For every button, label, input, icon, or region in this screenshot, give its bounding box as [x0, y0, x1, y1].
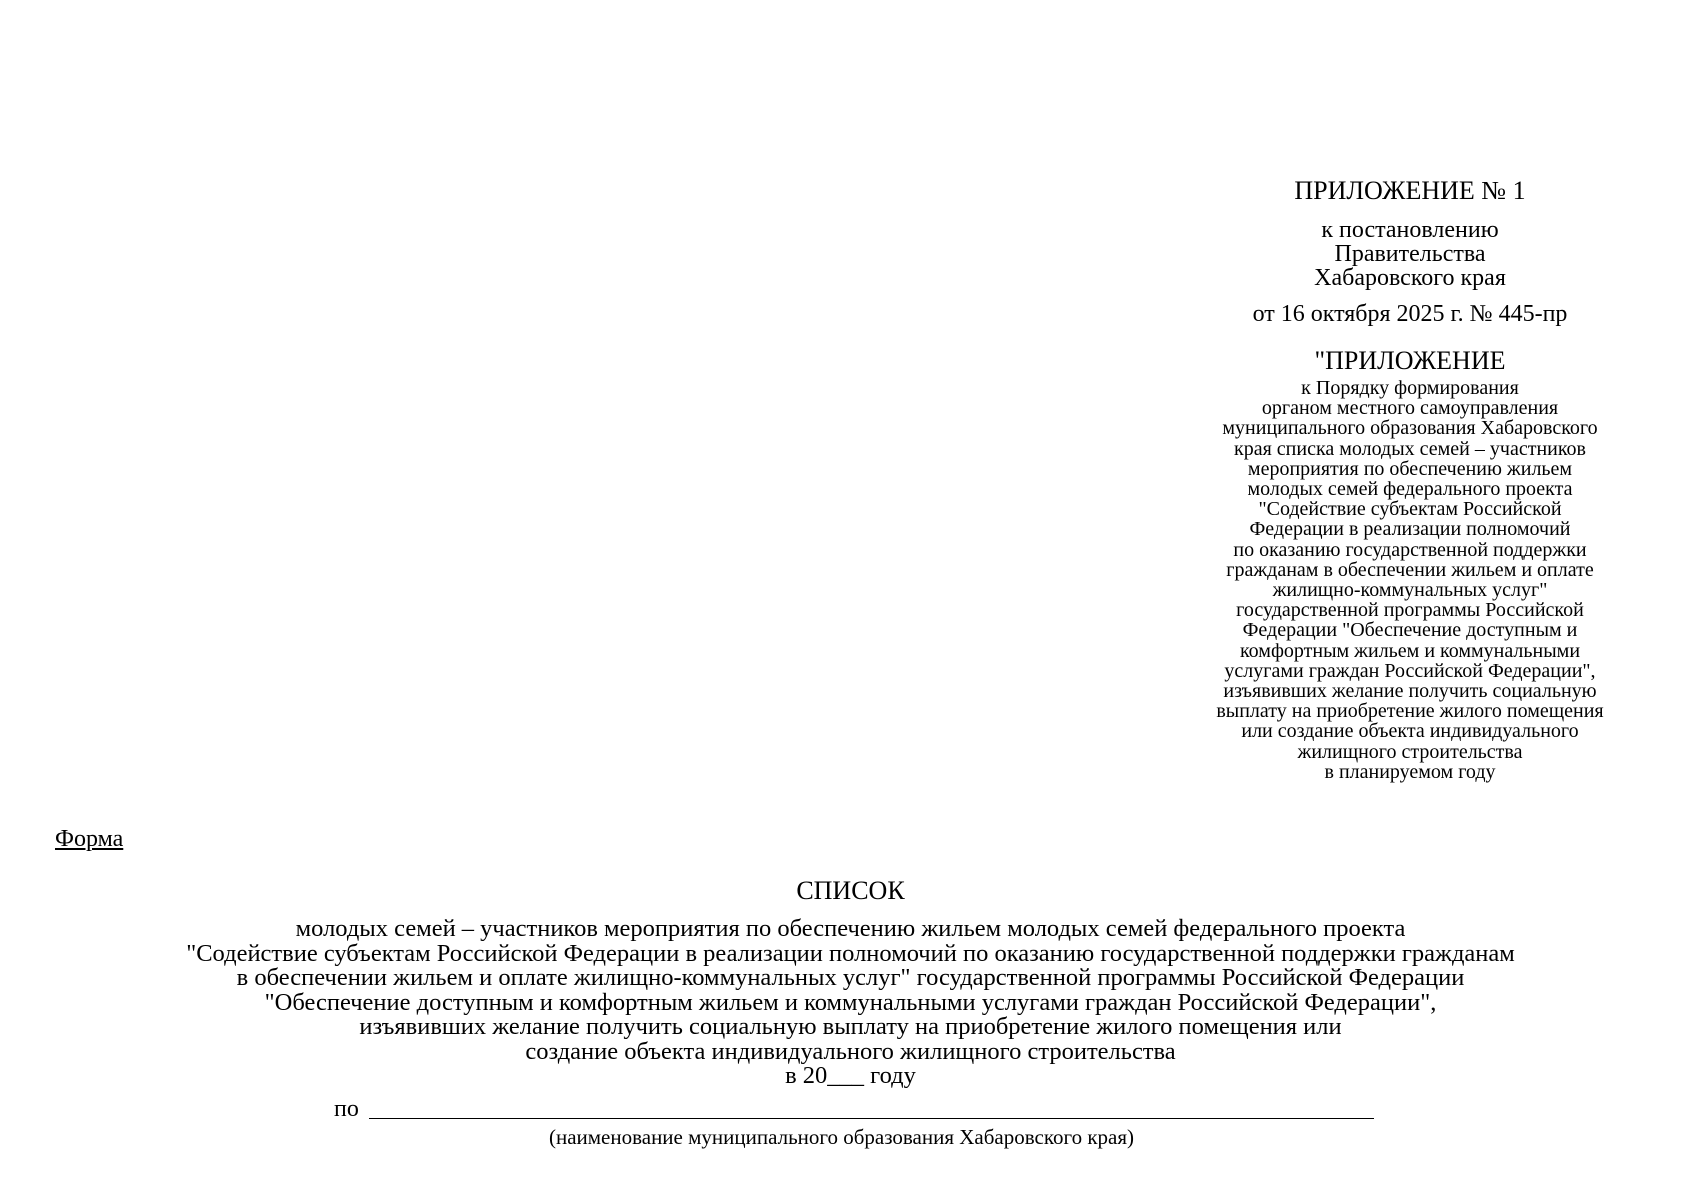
appendix-title: ПРИЛОЖЕНИЕ № 1 — [1294, 176, 1526, 205]
inner-appendix-line: жилищного строительства — [1297, 740, 1523, 763]
list-description-line: "Обеспечение доступным и комфортным жильем и коммунальными услугами граждан Российской Федерации", — [264, 988, 1437, 1016]
inner-appendix-line: государственной программы Российской — [1236, 599, 1584, 622]
inner-appendix-line: мероприятия по обеспечению жильем — [1247, 457, 1573, 480]
list-description — [40, 917, 1661, 1089]
decree-reference — [1150, 218, 1670, 290]
decree-line: Правительства — [1334, 241, 1486, 267]
decree-line: к постановлению — [1321, 217, 1499, 243]
inner-appendix-line: органом местного самоуправления — [1261, 397, 1559, 420]
list-year-line: в 20___ году — [785, 1062, 916, 1089]
inner-appendix-line: "Содействие субъектам Российской — [1258, 498, 1562, 521]
list-description-line: "Содействие субъектам Российской Федерации в реализации полномочий по оказанию государственной поддержки гражданам — [186, 939, 1515, 967]
inner-appendix-line: гражданам в обеспечении жильем и оплате — [1226, 558, 1594, 581]
list-description-line: в обеспечении жильем и оплате жилищно-коммунальных услуг" государственной программы Российской Федерации — [236, 964, 1465, 991]
decree-date: от 16 октября 2025 г. № 445-пр — [1252, 301, 1568, 327]
form-label: Форма — [55, 826, 124, 852]
inner-appendix-title: "ПРИЛОЖЕНИЕ — [1314, 346, 1506, 375]
inner-appendix-line: молодых семей федерального проекта — [1247, 478, 1573, 501]
list-description-line: молодых семей – участников мероприятия по обеспечению жильем молодых семей федерального проекта — [295, 915, 1406, 942]
inner-appendix-line: или создание объекта индивидуального — [1241, 720, 1579, 743]
inner-appendix-line: края списка молодых семей – участников — [1234, 437, 1586, 460]
inner-appendix-line: жилищно-коммунальных услуг" — [1272, 579, 1548, 602]
inner-appendix-text — [1150, 378, 1670, 782]
municipality-blank-line — [369, 1094, 1374, 1119]
inner-appendix-line: Федерации "Обеспечение доступным и — [1242, 619, 1578, 642]
municipality-caption: (наименование муниципального образования Хабаровского края) — [548, 1125, 1135, 1149]
inner-appendix-line: услугами граждан Российской Федерации", — [1224, 659, 1596, 682]
inner-appendix-line: к Порядку формирования — [1301, 377, 1519, 399]
list-title: СПИСОК — [796, 876, 905, 905]
inner-appendix-line: по оказанию государственной поддержки — [1233, 538, 1587, 561]
municipality-row — [334, 1094, 1374, 1123]
list-description-line: изъявивших желание получить социальную выплату на приобретение жилого помещения или — [359, 1013, 1342, 1040]
inner-appendix-line: комфортным жильем и коммунальными — [1239, 639, 1581, 662]
inner-appendix-line: Федерации в реализации полномочий — [1249, 518, 1571, 541]
inner-appendix-line: в планируемом году — [1324, 760, 1496, 783]
list-description-line: создание объекта индивидуального жилищного строительства — [525, 1037, 1176, 1065]
inner-appendix-line: выплату на приобретение жилого помещения — [1216, 700, 1604, 723]
inner-appendix-line: муниципального образования Хабаровского — [1222, 417, 1598, 440]
decree-line: Хабаровского края — [1314, 265, 1506, 291]
inner-appendix-line: изъявивших желание получить социальную — [1223, 680, 1597, 703]
municipality-prefix: по — [334, 1096, 359, 1122]
